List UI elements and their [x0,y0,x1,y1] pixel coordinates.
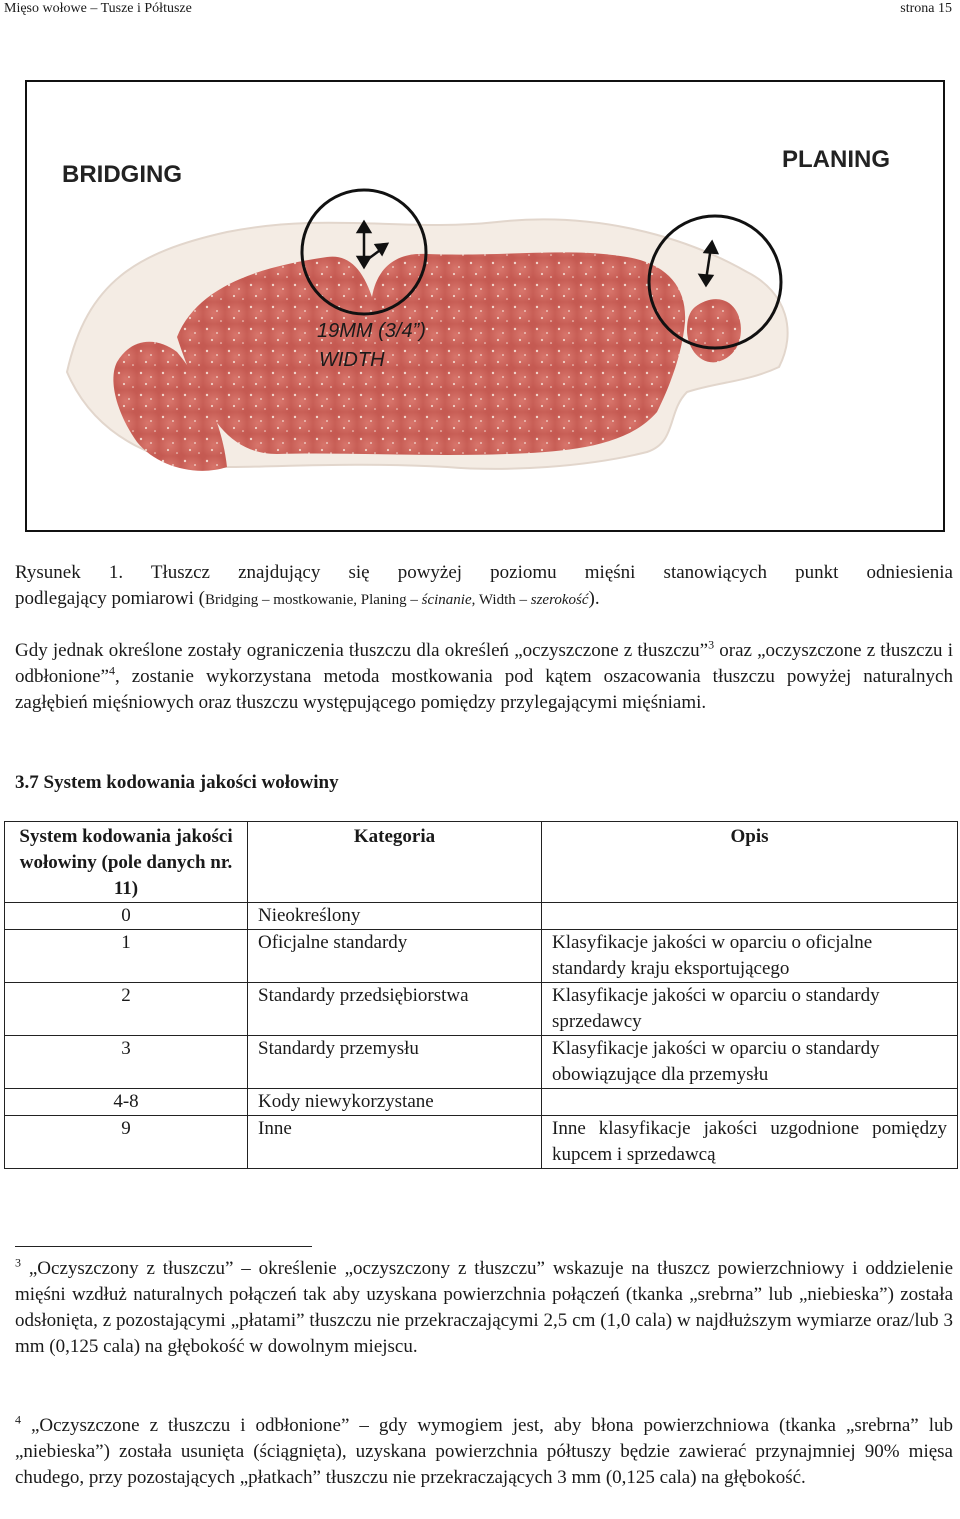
cell-category: Standardy przedsiębiorstwa [248,983,542,1036]
table-row [5,903,958,930]
table-row [5,1116,958,1169]
figure-steak-photo [25,80,945,532]
header-category: Kategoria [248,822,542,903]
footnote-mark: 3 [15,1255,21,1270]
cell-category: Kody niewykorzystane [248,1089,542,1116]
footnote-ref-3[interactable]: 3 [708,637,715,652]
cell-description [542,1089,958,1116]
header-system: System kodowania jakości wołowiny (pole danych nr. 11) [5,822,248,903]
cell-category: Standardy przemysłu [248,1036,542,1089]
header-title: Mięso wołowe – Tusze i Półtusze [4,1,192,16]
cell-code: 4-8 [5,1089,248,1116]
caption-line-2: podlegający pomiarowi (Bridging – mostkowanie, Planing – ścinanie, Width – szerokość). [15,588,600,609]
table-row [5,930,958,983]
cell-code: 3 [5,1036,248,1089]
page-header [0,0,960,18]
cell-description: Klasyfikacje jakości w oparciu o standardy obowiązujące dla przemysłu [542,1036,958,1089]
footnote-mark: 4 [15,1412,21,1427]
steak-illustration [27,82,943,530]
cell-description: Klasyfikacje jakości w oparciu o oficjalne standardy kraju eksportującego [542,930,958,983]
cell-category: Nieokreślony [248,903,542,930]
cell-description: Inne klasyfikacje jakości uzgodnione pomiędzy kupcem i sprzedawcą [542,1116,958,1169]
table-row [5,983,958,1036]
table-row [5,1089,958,1116]
cell-category: Oficjalne standardy [248,930,542,983]
footnote-ref-4[interactable]: 4 [108,663,115,678]
main-muscle [177,252,685,455]
cell-code: 9 [5,1116,248,1169]
page-number: strona 15 [900,1,952,16]
cell-description: Klasyfikacje jakości w oparciu o standardy sprzedawcy [542,983,958,1036]
cell-code: 2 [5,983,248,1036]
figure-caption [15,560,953,613]
footnote-3 [15,1256,953,1360]
table-header-row [5,822,958,903]
table-row [5,1036,958,1089]
cell-category: Inne [248,1116,542,1169]
cell-code: 1 [5,930,248,983]
cell-code: 0 [5,903,248,930]
label-width: WIDTH [319,349,385,371]
label-bridging: BRIDGING [62,161,182,188]
label-width-measure: 19MM (3/4”) [317,320,426,342]
header-description: Opis [542,822,958,903]
body-paragraph: Gdy jednak określone zostały ograniczenia tłuszczu dla określeń „oczyszczone z tłuszczu”$^3$ oraz „oczyszczone z tłuszczu i odbłonione”$^4$, zostanie wykorzystana metoda mostkowania pod kątem oszacowania tłuszczu powyżej naturalnych zagłębień mięśniowych oraz tłuszczu występującego pomiędzy przylegającymi mięśniami. [15,637,953,713]
footnote-separator [15,1246,312,1247]
section-heading: 3.7 System kodowania jakości wołowiny [15,772,339,793]
quality-coding-table [4,821,958,1169]
caption-line-1: Rysunek 1. Tłuszcz znajdujący się powyżej poziomu mięśni stanowiących punkt odniesienia [15,562,953,583]
cell-description [542,903,958,930]
footnote-4 [15,1413,953,1491]
footnote-text: „Oczyszczony z tłuszczu” – określenie „oczyszczony z tłuszczu” wskazuje na tłuszcz powierzchniowy i oddzielenie mięśni wzdłuż naturalnych połączeń tak aby uzyskana powierzchnia połączeń (tkanka „srebrna” lub „niebieska”) została odsłonięta, z pozostającymi „płatami” tłuszczu nie przekraczającymi 2,5 cm (1,0 cala) w najdłuższym wymiarze oraz/lub 3 mm (0,125 cala) na głębokość w dowolnym miejscu. [15,1258,953,1357]
footnote-text: „Oczyszczone z tłuszczu i odbłonione” – gdy wymogiem jest, aby błona powierzchniowa (tkanka „srebrna” lub „niebieska”) została usunięta (ściągnięta), uzyskana powierzchnia półtuszy będzie zawierać przynajmniej 90% mięsa chudego, przy pozostających „płatkach” tłuszczu nie przekraczających 3 mm (0,125 cala) na głębokość. [15,1415,953,1488]
label-planing: PLANING [782,146,890,173]
